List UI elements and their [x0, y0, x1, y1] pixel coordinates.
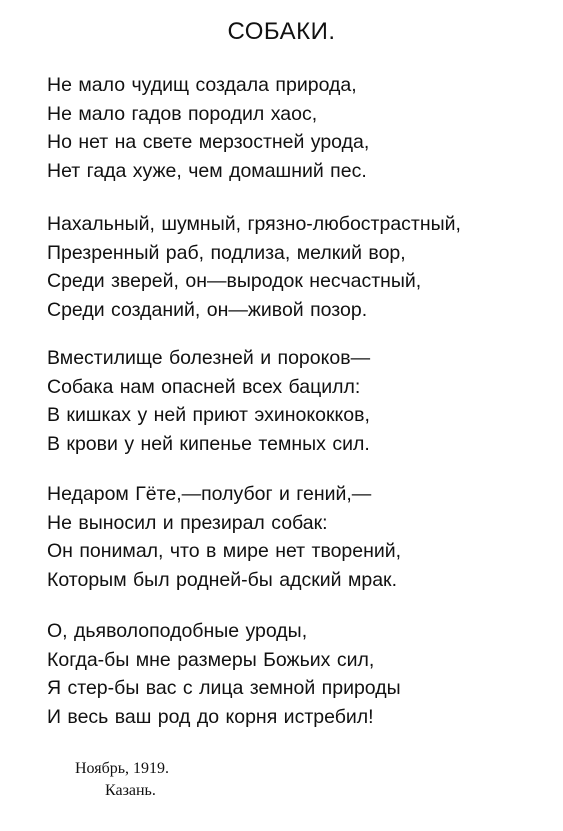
- poem-line: В кишках у ней приют эхинококков,: [47, 404, 370, 426]
- poem-place: Казань.: [105, 782, 156, 799]
- stanza-4: [47, 480, 557, 594]
- poem-line: Не выносил и презирал собак:: [47, 511, 328, 534]
- poem-line: Нет гада хуже, чем домашний пес.: [47, 159, 367, 182]
- poem-date: Ноябрь, 1919.: [75, 760, 170, 777]
- poem-line: Он понимал, что в мире нет творений,: [47, 540, 402, 562]
- poem-line: Я стер-бы вас с лица земной природы: [47, 677, 401, 699]
- poem-line: В крови у ней кипенье темных сил.: [47, 432, 370, 455]
- poem-title: СОБАКИ.: [227, 18, 336, 45]
- poem-line: Не мало чудищ создала природа,: [47, 74, 357, 96]
- poem-line: Которым был родней-бы адский мрак.: [47, 568, 397, 591]
- poem-line: Когда-бы мне размеры Божьих сил,: [47, 648, 375, 671]
- poem-footer: [75, 758, 169, 802]
- poem-line: Среди созданий, он—живой позор.: [47, 298, 368, 321]
- poem-line: Презренный раб, подлиза, мелкий вор,: [47, 241, 406, 264]
- poem-line: Вместилище болезней и пороков—: [47, 347, 371, 369]
- poem-line: Не мало гадов породил хаос,: [47, 102, 318, 125]
- poem-line: Недаром Гёте,—полубог и гений,—: [47, 483, 372, 505]
- stanza-3: [47, 344, 557, 458]
- poem-line: О, дьяволоподобные уроды,: [47, 620, 308, 642]
- stanza-1: [47, 71, 557, 185]
- poem-line: Нахальный, шумный, грязно-любострастный,: [47, 213, 461, 235]
- poem-line: Но нет на свете мерзостней урода,: [47, 131, 370, 153]
- stanza-2: [47, 210, 557, 324]
- poem-line: И весь ваш род до корня истребил!: [47, 705, 374, 728]
- poem-line: Собака нам опасней всех бацилл:: [47, 375, 361, 398]
- poem-line: Среди зверей, он—выродок несчастный,: [47, 270, 422, 292]
- stanza-5: [47, 617, 557, 731]
